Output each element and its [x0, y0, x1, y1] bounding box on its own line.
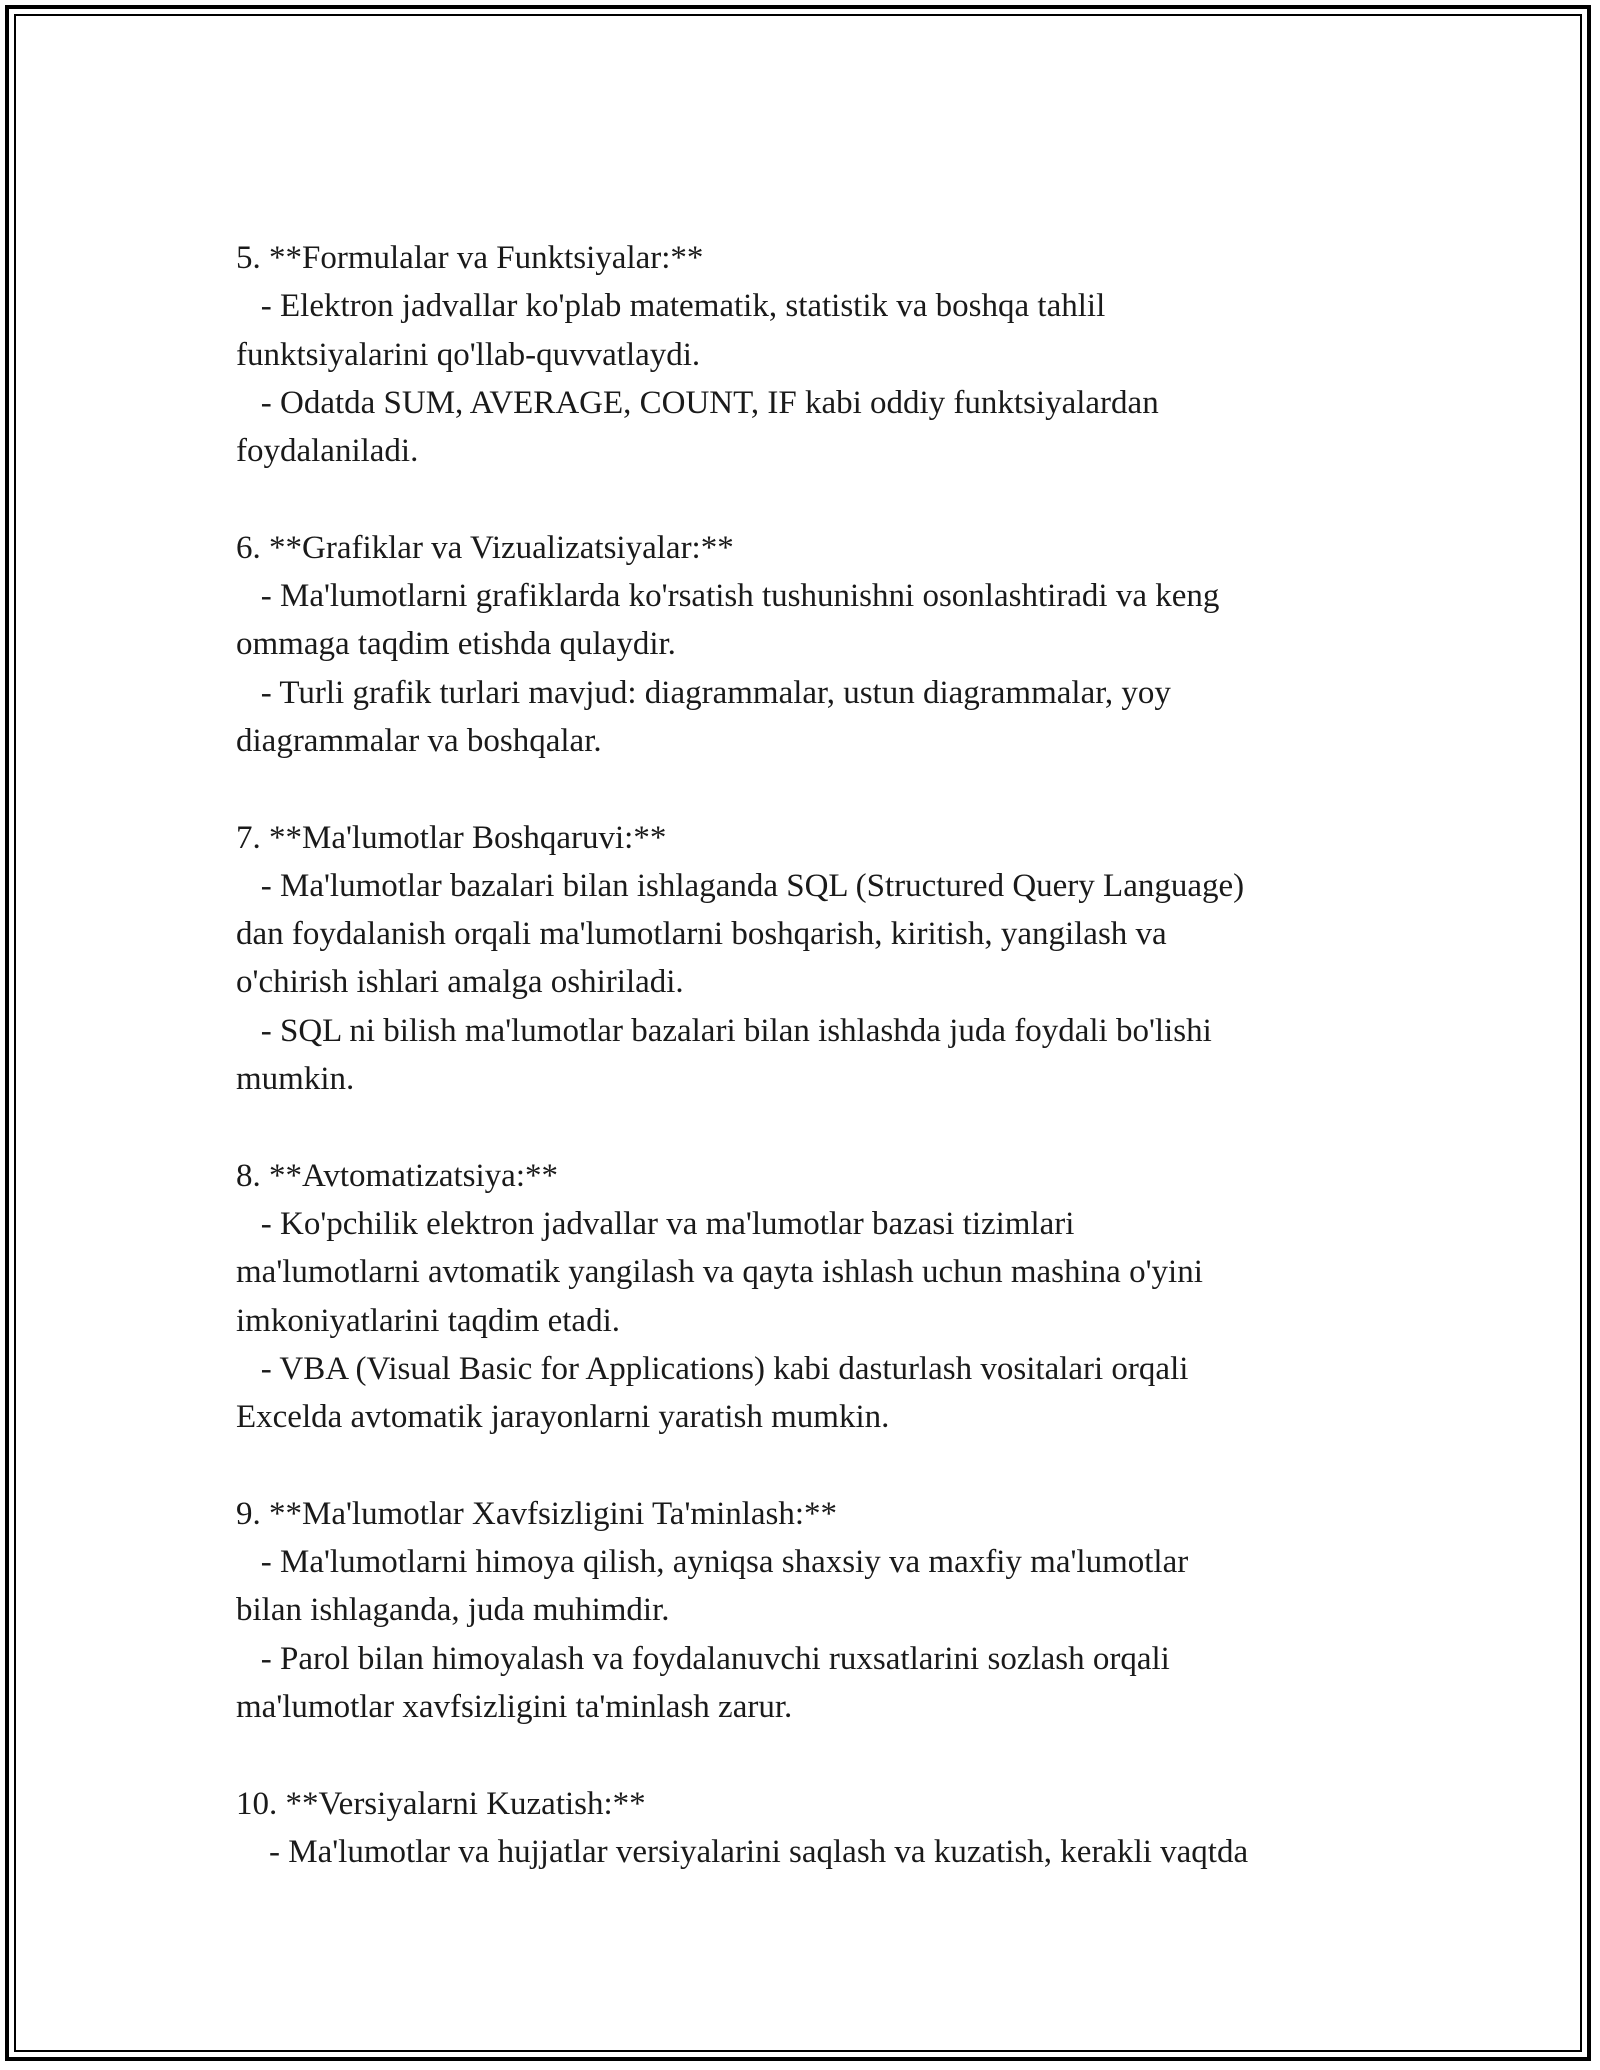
text-line: bilan ishlaganda, juda muhimdir. [236, 1592, 670, 1629]
text-line: - Ma'lumotlarni himoya qilish, ayniqsa shaxsiy va maxfiy ma'lumotlar [236, 1544, 1189, 1581]
section-10 [236, 1780, 1386, 1877]
section-heading: 6. **Grafiklar va Vizualizatsiyalar:** [236, 529, 734, 566]
section-heading: 9. **Ma'lumotlar Xavfsizligini Ta'minlash:** [236, 1495, 838, 1532]
paragraph-gap [236, 1441, 1386, 1489]
text-line: - Ma'lumotlarni grafiklarda ko'rsatish tushunishni osonlashtiradi va keng [236, 578, 1220, 615]
section-7 [236, 814, 1386, 1104]
text-line: - VBA (Visual Basic for Applications) kabi dasturlash vositalari orqali [236, 1350, 1189, 1387]
paragraph-gap [236, 1731, 1386, 1779]
text-line: - Odatda SUM, AVERAGE, COUNT, IF kabi oddiy funktsiyalardan [236, 384, 1159, 421]
text-line: - SQL ni bilish ma'lumotlar bazalari bilan ishlashda juda foydali bo'lishi [236, 1012, 1212, 1049]
text-line: - Elektron jadvallar ko'plab matematik, statistik va boshqa tahlil [236, 288, 1106, 325]
section-heading: 5. **Formulalar va Funktsiyalar:** [236, 240, 704, 276]
document-body [236, 234, 1386, 1876]
text-line: Excelda avtomatik jarayonlarni yaratish mumkin. [236, 1399, 890, 1436]
section-6 [236, 524, 1386, 765]
text-line: mumkin. [236, 1061, 355, 1098]
text-line: dan foydalanish orqali ma'lumotlarni boshqarish, kiritish, yangilash va [236, 916, 1167, 953]
section-8 [236, 1152, 1386, 1442]
paragraph-gap [236, 1103, 1386, 1151]
section-heading: 8. **Avtomatizatsiya:** [236, 1157, 558, 1194]
section-heading: 10. **Versiyalarni Kuzatish:** [236, 1785, 646, 1822]
text-line: - Turli grafik turlari mavjud: diagrammalar, ustun diagrammalar, yoy [236, 674, 1171, 711]
paragraph-gap [236, 475, 1386, 523]
text-line: foydalaniladi. [236, 433, 419, 470]
text-line: - Parol bilan himoyalash va foydalanuvchi ruxsatlarini sozlash orqali [236, 1640, 1170, 1677]
text-line: funktsiyalarini qo'llab-quvvatlaydi. [236, 336, 701, 373]
section-5 [236, 234, 1386, 475]
text-line: - Ma'lumotlar va hujjatlar versiyalarini saqlash va kuzatish, kerakli vaqtda [236, 1833, 1249, 1870]
text-line: ma'lumotlarni avtomatik yangilash va qayta ishlash uchun mashina o'yini [236, 1254, 1203, 1291]
text-line: diagrammalar va boshqalar. [236, 722, 602, 759]
text-line: - Ma'lumotlar bazalari bilan ishlaganda SQL (Structured Query Language) [236, 867, 1245, 904]
text-line: ma'lumotlar xavfsizligini ta'minlash zarur. [236, 1688, 793, 1725]
section-9 [236, 1490, 1386, 1731]
text-line: ommaga taqdim etishda qulaydir. [236, 626, 676, 663]
section-heading: 7. **Ma'lumotlar Boshqaruvi:** [236, 819, 667, 856]
text-line: o'chirish ishlari amalga oshiriladi. [236, 964, 684, 1001]
paragraph-gap [236, 765, 1386, 813]
text-line: - Ko'pchilik elektron jadvallar va ma'lumotlar bazasi tizimlari [236, 1205, 1075, 1242]
text-line: imkoniyatlarini taqdim etadi. [236, 1302, 620, 1339]
